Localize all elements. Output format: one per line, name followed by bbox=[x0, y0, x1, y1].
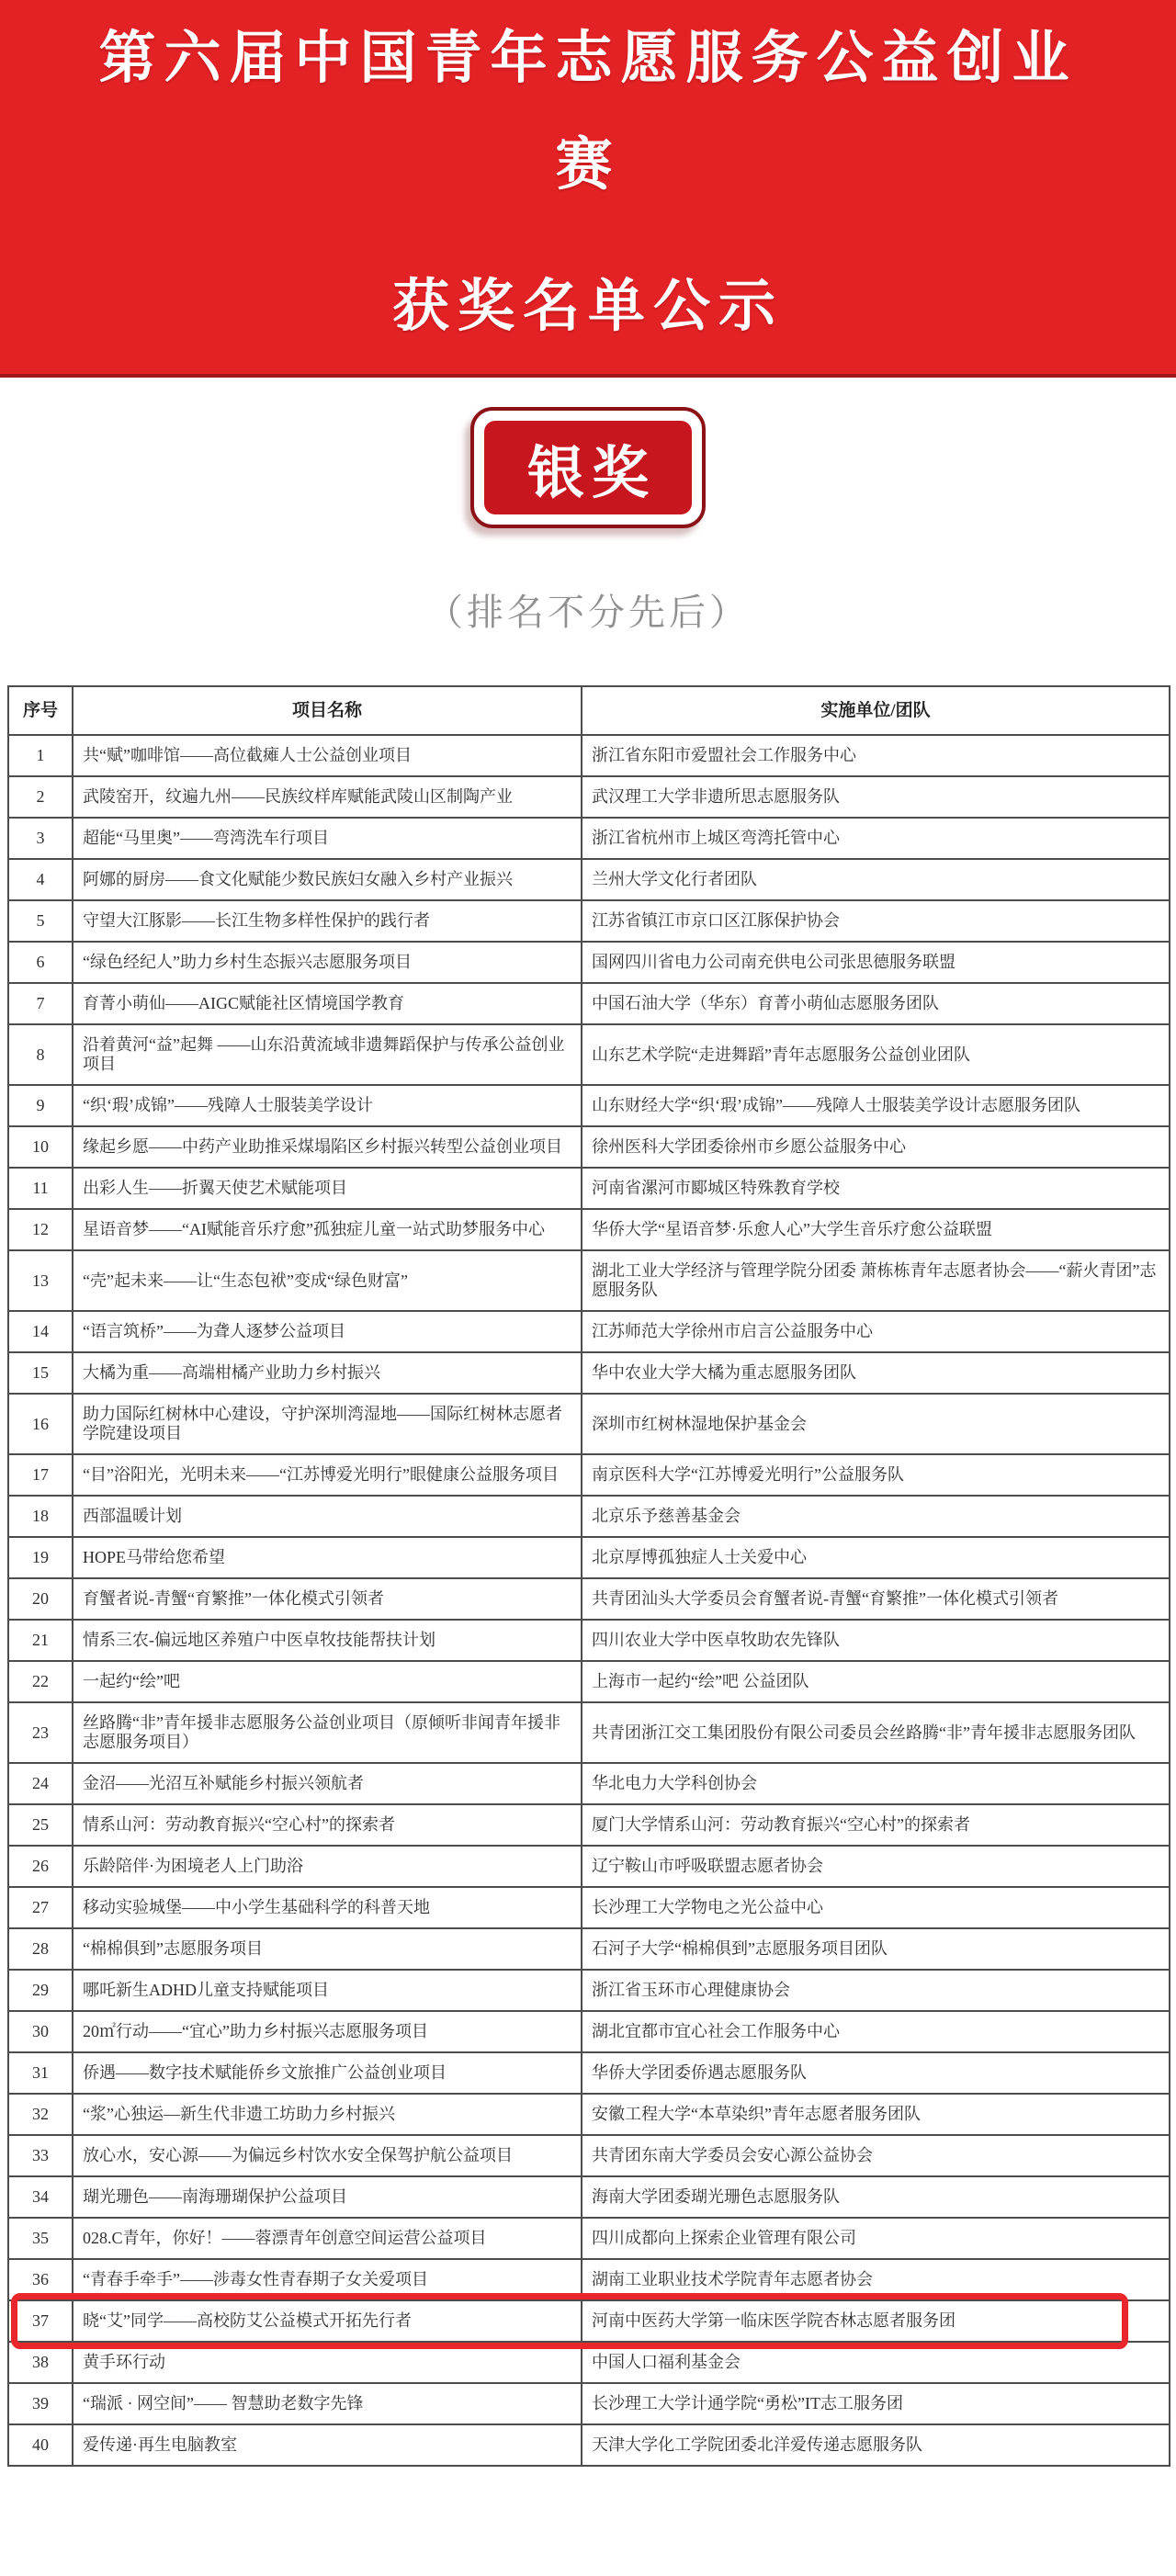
row-index-cell: 27 bbox=[8, 1887, 73, 1928]
row-index-cell: 9 bbox=[8, 1085, 73, 1126]
table-row bbox=[8, 2259, 1170, 2300]
row-index-cell: 31 bbox=[8, 2052, 73, 2094]
implementing-unit-cell: 中国石油大学（华东）育菁小萌仙志愿服务团队 bbox=[582, 983, 1170, 1024]
project-name-cell: 育蟹者说-青蟹“育繁推”一体化模式引领者 bbox=[73, 1578, 582, 1620]
project-name-cell: 丝路腾“非”青年援非志愿服务公益创业项目（原倾听非闻青年援非志愿服务项目） bbox=[73, 1702, 582, 1763]
project-name-cell: 028.C青年，你好！——蓉漂青年创意空间运营公益项目 bbox=[73, 2218, 582, 2259]
project-name-cell: 出彩人生——折翼天使艺术赋能项目 bbox=[73, 1168, 582, 1209]
table-row bbox=[8, 2094, 1170, 2135]
table-row bbox=[8, 2176, 1170, 2218]
project-name-cell: 共“赋”咖啡馆——高位截瘫人士公益创业项目 bbox=[73, 735, 582, 776]
row-index-cell: 40 bbox=[8, 2424, 73, 2466]
implementing-unit-cell: 安徽工程大学“本草染织”青年志愿者服务团队 bbox=[582, 2094, 1170, 2135]
implementing-unit-cell: 浙江省东阳市爱盟社会工作服务中心 bbox=[582, 735, 1170, 776]
project-name-cell: 放心水，安心源——为偏远乡村饮水安全保驾护航公益项目 bbox=[73, 2135, 582, 2176]
implementing-unit-cell: 共青团浙江交工集团股份有限公司委员会丝路腾“非”青年援非志愿服务团队 bbox=[582, 1702, 1170, 1763]
implementing-unit-cell: 江苏省镇江市京口区江豚保护协会 bbox=[582, 900, 1170, 942]
table-row bbox=[8, 1454, 1170, 1496]
table-row bbox=[8, 1496, 1170, 1537]
project-name-cell: 爱传递·再生电脑教室 bbox=[73, 2424, 582, 2466]
table-row bbox=[8, 2300, 1170, 2342]
row-index-cell: 25 bbox=[8, 1804, 73, 1846]
row-index-cell: 26 bbox=[8, 1846, 73, 1887]
project-name-cell: 育菁小萌仙——AIGC赋能社区情境国学教育 bbox=[73, 983, 582, 1024]
project-name-cell: “青春手牵手”——涉毒女性青春期子女关爱项目 bbox=[73, 2259, 582, 2300]
project-name-cell: “浆”心独运—新生代非遗工坊助力乡村振兴 bbox=[73, 2094, 582, 2135]
table-row bbox=[8, 1209, 1170, 1250]
project-name-cell: 大橘为重——高端柑橘产业助力乡村振兴 bbox=[73, 1352, 582, 1394]
table-row bbox=[8, 2011, 1170, 2052]
table-row bbox=[8, 2383, 1170, 2424]
row-index-cell: 13 bbox=[8, 1250, 73, 1311]
table-header-row bbox=[8, 686, 1170, 735]
project-name-cell: 移动实验城堡——中小学生基础科学的科普天地 bbox=[73, 1887, 582, 1928]
project-name-cell: 哪吒新生ADHD儿童支持赋能项目 bbox=[73, 1970, 582, 2011]
project-name-cell: 武陵窑开，纹遍九州——民族纹样库赋能武陵山区制陶产业 bbox=[73, 776, 582, 818]
page-title-line1: 第六届中国青年志愿服务公益创业 bbox=[98, 27, 1078, 90]
project-name-cell: “瑞派 · 网空间”—— 智慧助老数字先锋 bbox=[73, 2383, 582, 2424]
row-index-cell: 34 bbox=[8, 2176, 73, 2218]
table-row bbox=[8, 942, 1170, 983]
implementing-unit-cell: 北京厚博孤独症人士关爱中心 bbox=[582, 1537, 1170, 1578]
project-name-cell: 黄手环行动 bbox=[73, 2342, 582, 2383]
row-index-cell: 10 bbox=[8, 1126, 73, 1168]
row-index-cell: 36 bbox=[8, 2259, 73, 2300]
project-name-cell: 乐龄陪伴·为困境老人上门助浴 bbox=[73, 1846, 582, 1887]
row-index-cell: 24 bbox=[8, 1763, 73, 1804]
table-row bbox=[8, 1250, 1170, 1311]
project-name-cell: 阿娜的厨房——食文化赋能少数民族妇女融入乡村产业振兴 bbox=[73, 859, 582, 900]
project-name-cell: 助力国际红树林中心建设，守护深圳湾湿地——国际红树林志愿者学院建设项目 bbox=[73, 1394, 582, 1454]
ranking-note: （排名不分先后） bbox=[426, 593, 750, 633]
table-row bbox=[8, 1846, 1170, 1887]
row-index-cell: 4 bbox=[8, 859, 73, 900]
row-index-cell: 18 bbox=[8, 1496, 73, 1537]
table-row bbox=[8, 1394, 1170, 1454]
row-index-cell: 22 bbox=[8, 1661, 73, 1702]
implementing-unit-cell: 长沙理工大学物电之光公益中心 bbox=[582, 1887, 1170, 1928]
project-name-cell: 一起约“绘”吧 bbox=[73, 1661, 582, 1702]
implementing-unit-cell: 江苏师范大学徐州市启言公益服务中心 bbox=[582, 1311, 1170, 1352]
column-header-project: 项目名称 bbox=[73, 686, 582, 735]
table-row bbox=[8, 2052, 1170, 2094]
row-index-cell: 19 bbox=[8, 1537, 73, 1578]
row-index-cell: 28 bbox=[8, 1928, 73, 1970]
table-row bbox=[8, 1578, 1170, 1620]
table-row bbox=[8, 1352, 1170, 1394]
project-name-cell: “壳”起未来——让“生态包袱”变成“绿色财富” bbox=[73, 1250, 582, 1311]
row-index-cell: 30 bbox=[8, 2011, 73, 2052]
row-index-cell: 11 bbox=[8, 1168, 73, 1209]
implementing-unit-cell: 兰州大学文化行者团队 bbox=[582, 859, 1170, 900]
row-index-cell: 5 bbox=[8, 900, 73, 942]
table-row bbox=[8, 1763, 1170, 1804]
table-row bbox=[8, 735, 1170, 776]
header-banner bbox=[0, 0, 1176, 378]
project-name-cell: “目”浴阳光，光明未来——“江苏博爱光明行”眼健康公益服务项目 bbox=[73, 1454, 582, 1496]
implementing-unit-cell: 南京医科大学“江苏博爱光明行”公益服务队 bbox=[582, 1454, 1170, 1496]
row-index-cell: 7 bbox=[8, 983, 73, 1024]
table-row bbox=[8, 1970, 1170, 2011]
project-name-cell: 超能“马里奥”——弯湾洗车行项目 bbox=[73, 818, 582, 859]
implementing-unit-cell: 华北电力大学科创协会 bbox=[582, 1763, 1170, 1804]
implementing-unit-cell: 共青团东南大学委员会安心源公益协会 bbox=[582, 2135, 1170, 2176]
row-index-cell: 21 bbox=[8, 1620, 73, 1661]
row-index-cell: 37 bbox=[8, 2300, 73, 2342]
implementing-unit-cell: 山东艺术学院“走进舞蹈”青年志愿服务公益创业团队 bbox=[582, 1024, 1170, 1085]
table-row bbox=[8, 1168, 1170, 1209]
table-row bbox=[8, 1928, 1170, 1970]
row-index-cell: 29 bbox=[8, 1970, 73, 2011]
implementing-unit-cell: 华侨大学团委侨遇志愿服务队 bbox=[582, 2052, 1170, 2094]
project-name-cell: 缘起乡愿——中药产业助推采煤塌陷区乡村振兴转型公益创业项目 bbox=[73, 1126, 582, 1168]
project-name-cell: 情系山河：劳动教育振兴“空心村”的探索者 bbox=[73, 1804, 582, 1846]
table-row bbox=[8, 859, 1170, 900]
implementing-unit-cell: 四川农业大学中医卓牧助农先锋队 bbox=[582, 1620, 1170, 1661]
table-row bbox=[8, 776, 1170, 818]
implementing-unit-cell: 海南大学团委瑚光珊色志愿服务队 bbox=[582, 2176, 1170, 2218]
implementing-unit-cell: 华中农业大学大橘为重志愿服务团队 bbox=[582, 1352, 1170, 1394]
row-index-cell: 33 bbox=[8, 2135, 73, 2176]
project-name-cell: 情系三农-偏远地区养殖户中医卓牧技能帮扶计划 bbox=[73, 1620, 582, 1661]
row-index-cell: 32 bbox=[8, 2094, 73, 2135]
table-row bbox=[8, 1702, 1170, 1763]
row-index-cell: 2 bbox=[8, 776, 73, 818]
implementing-unit-cell: 河南省漯河市郾城区特殊教育学校 bbox=[582, 1168, 1170, 1209]
project-name-cell: 星语音梦——“AI赋能音乐疗愈”孤独症儿童一站式助梦服务中心 bbox=[73, 1209, 582, 1250]
row-index-cell: 39 bbox=[8, 2383, 73, 2424]
implementing-unit-cell: 共青团汕头大学委员会育蟹者说-青蟹“育繁推”一体化模式引领者 bbox=[582, 1578, 1170, 1620]
row-index-cell: 17 bbox=[8, 1454, 73, 1496]
table-row bbox=[8, 1887, 1170, 1928]
implementing-unit-cell: 徐州医科大学团委徐州市乡愿公益服务中心 bbox=[582, 1126, 1170, 1168]
implementing-unit-cell: 上海市一起约“绘”吧 公益团队 bbox=[582, 1661, 1170, 1702]
row-index-cell: 8 bbox=[8, 1024, 73, 1085]
implementing-unit-cell: 华侨大学“星语音梦·乐愈人心”大学生音乐疗愈公益联盟 bbox=[582, 1209, 1170, 1250]
project-name-cell: 沿着黄河“益”起舞 ——山东沿黄流域非遗舞蹈保护与传承公益创业项目 bbox=[73, 1024, 582, 1085]
silver-award-badge-label: 银奖 bbox=[484, 421, 692, 514]
implementing-unit-cell: 长沙理工大学计通学院“勇松”IT志工服务团 bbox=[582, 2383, 1170, 2424]
project-name-cell: 20㎡行动——“宜心”助力乡村振兴志愿服务项目 bbox=[73, 2011, 582, 2052]
row-index-cell: 15 bbox=[8, 1352, 73, 1394]
project-name-cell: 金沼——光沼互补赋能乡村振兴领航者 bbox=[73, 1763, 582, 1804]
project-name-cell: “棉棉俱到”志愿服务项目 bbox=[73, 1928, 582, 1970]
row-index-cell: 6 bbox=[8, 942, 73, 983]
project-name-cell: 西部温暖计划 bbox=[73, 1496, 582, 1537]
project-name-cell: “织‘瑕’成锦”——残障人士服装美学设计 bbox=[73, 1085, 582, 1126]
row-index-cell: 16 bbox=[8, 1394, 73, 1454]
project-name-cell: HOPE马带给您希望 bbox=[73, 1537, 582, 1578]
table-row bbox=[8, 1804, 1170, 1846]
row-index-cell: 23 bbox=[8, 1702, 73, 1763]
implementing-unit-cell: 北京乐予慈善基金会 bbox=[582, 1496, 1170, 1537]
table-body bbox=[8, 735, 1170, 2466]
table-row bbox=[8, 1661, 1170, 1702]
project-name-cell: “语言筑桥”——为聋人逐梦公益项目 bbox=[73, 1311, 582, 1352]
table-row bbox=[8, 2342, 1170, 2383]
table-row bbox=[8, 900, 1170, 942]
implementing-unit-cell: 中国人口福利基金会 bbox=[582, 2342, 1170, 2383]
row-index-cell: 3 bbox=[8, 818, 73, 859]
table-row bbox=[8, 1085, 1170, 1126]
implementing-unit-cell: 湖北宜都市宜心社会工作服务中心 bbox=[582, 2011, 1170, 2052]
implementing-unit-cell: 深圳市红树林湿地保护基金会 bbox=[582, 1394, 1170, 1454]
project-name-cell: 守望大江豚影——长江生物多样性保护的践行者 bbox=[73, 900, 582, 942]
row-index-cell: 14 bbox=[8, 1311, 73, 1352]
implementing-unit-cell: 天津大学化工学院团委北洋爱传递志愿服务队 bbox=[582, 2424, 1170, 2466]
table-row bbox=[8, 2424, 1170, 2466]
implementing-unit-cell: 浙江省杭州市上城区弯湾托管中心 bbox=[582, 818, 1170, 859]
implementing-unit-cell: 石河子大学“棉棉俱到”志愿服务项目团队 bbox=[582, 1928, 1170, 1970]
implementing-unit-cell: 山东财经大学“织‘瑕’成锦”——残障人士服装美学设计志愿服务团队 bbox=[582, 1085, 1170, 1126]
table-row bbox=[8, 983, 1170, 1024]
row-index-cell: 38 bbox=[8, 2342, 73, 2383]
page-title-line2: 赛 bbox=[555, 133, 621, 197]
implementing-unit-cell: 四川成都向上探索企业管理有限公司 bbox=[582, 2218, 1170, 2259]
silver-award-badge bbox=[470, 407, 706, 528]
table-row bbox=[8, 818, 1170, 859]
project-name-cell: 晓“艾”同学——高校防艾公益模式开拓先行者 bbox=[73, 2300, 582, 2342]
table-row bbox=[8, 1311, 1170, 1352]
table-row bbox=[8, 2218, 1170, 2259]
row-index-cell: 1 bbox=[8, 735, 73, 776]
column-header-unit: 实施单位/团队 bbox=[582, 686, 1170, 735]
column-header-index: 序号 bbox=[8, 686, 73, 735]
row-index-cell: 35 bbox=[8, 2218, 73, 2259]
implementing-unit-cell: 河南中医药大学第一临床医学院杏林志愿者服务团 bbox=[582, 2300, 1170, 2342]
implementing-unit-cell: 湖北工业大学经济与管理学院分团委 萧栋栋青年志愿者协会——“薪火青团”志愿服务队 bbox=[582, 1250, 1170, 1311]
award-table bbox=[7, 685, 1170, 2467]
implementing-unit-cell: 浙江省玉环市心理健康协会 bbox=[582, 1970, 1170, 2011]
header-subtitle: 获奖名单公示 bbox=[391, 275, 784, 338]
implementing-unit-cell: 湖南工业职业技术学院青年志愿者协会 bbox=[582, 2259, 1170, 2300]
implementing-unit-cell: 国网四川省电力公司南充供电公司张思德服务联盟 bbox=[582, 942, 1170, 983]
implementing-unit-cell: 厦门大学情系山河：劳动教育振兴“空心村”的探索者 bbox=[582, 1804, 1170, 1846]
table-row bbox=[8, 1620, 1170, 1661]
implementing-unit-cell: 辽宁鞍山市呼吸联盟志愿者协会 bbox=[582, 1846, 1170, 1887]
table-row bbox=[8, 1537, 1170, 1578]
project-name-cell: “绿色经纪人”助力乡村生态振兴志愿服务项目 bbox=[73, 942, 582, 983]
table-row bbox=[8, 1024, 1170, 1085]
implementing-unit-cell: 武汉理工大学非遗所思志愿服务队 bbox=[582, 776, 1170, 818]
row-index-cell: 12 bbox=[8, 1209, 73, 1250]
row-index-cell: 20 bbox=[8, 1578, 73, 1620]
badge-container bbox=[0, 407, 1176, 528]
table-row bbox=[8, 2135, 1170, 2176]
project-name-cell: 侨遇——数字技术赋能侨乡文旅推广公益创业项目 bbox=[73, 2052, 582, 2094]
table-row bbox=[8, 1126, 1170, 1168]
project-name-cell: 瑚光珊色——南海珊瑚保护公益项目 bbox=[73, 2176, 582, 2218]
